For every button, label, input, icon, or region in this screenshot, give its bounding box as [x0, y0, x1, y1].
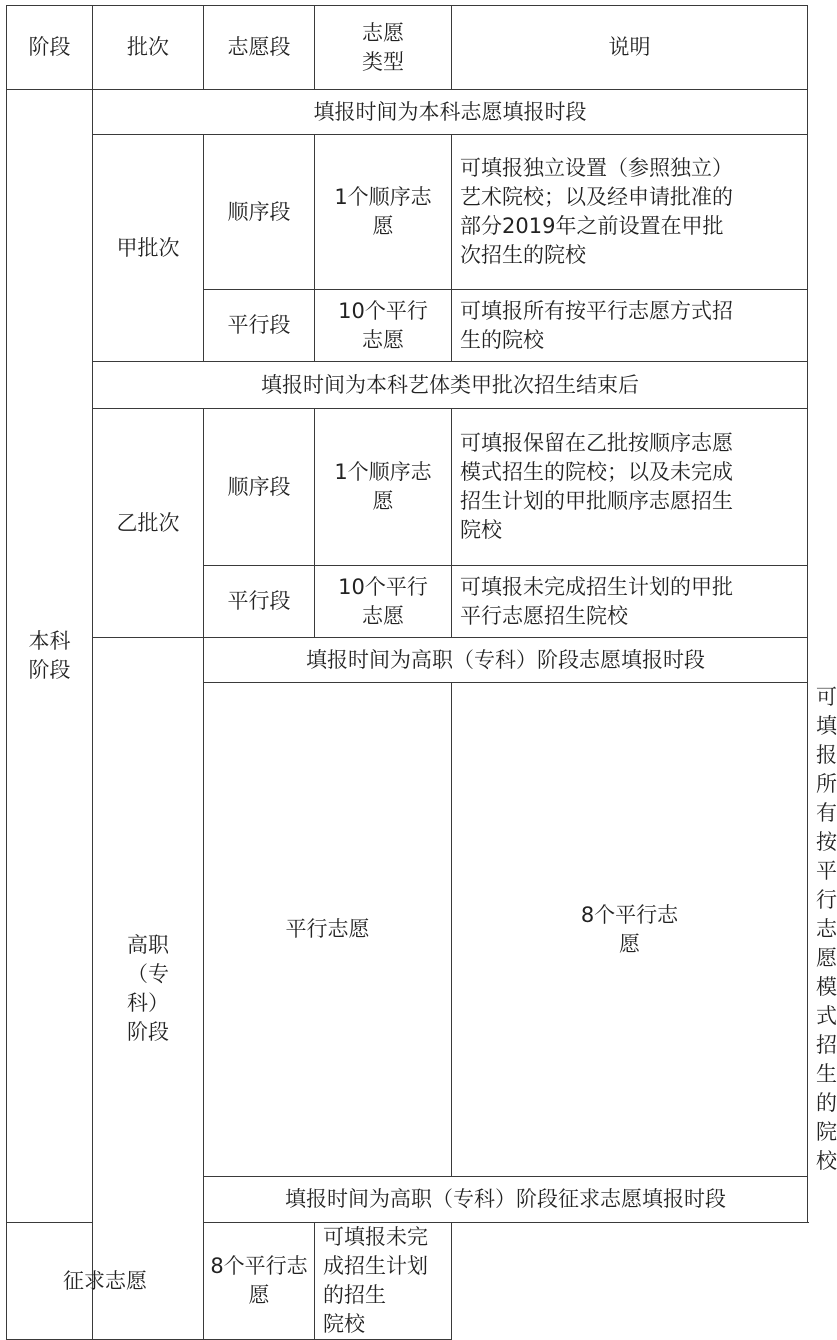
desc-gaozhi-zq: 可填报未完成招生计划的招生 院校 [315, 1223, 452, 1340]
table-row: 平行志愿 8个平行志 愿 可填报所有按平行志愿模式招 生的院校 [7, 683, 808, 1177]
type-jia-par: 10个平行 志愿 [315, 290, 452, 362]
header-segment: 志愿段 [204, 6, 315, 90]
header-description: 说明 [452, 6, 808, 90]
time-note-yi: 填报时间为本科艺体类甲批次招生结束后 [93, 362, 808, 409]
header-stage: 阶段 [7, 6, 93, 90]
time-note-jia: 填报时间为本科志愿填报时段 [93, 90, 808, 135]
table-row [7, 90, 808, 135]
header-type: 志愿 类型 [315, 6, 452, 90]
type-yi-par: 10个平行 志愿 [315, 566, 452, 638]
header-batch: 批次 [93, 6, 204, 90]
table-row [7, 135, 808, 290]
segment-yi-par: 平行段 [204, 566, 315, 638]
type-gaozhi-par: 8个平行志 愿 [452, 683, 808, 1177]
type-jia-seq: 1个顺序志 愿 [315, 135, 452, 290]
header-row [7, 6, 808, 90]
segment-jia-seq: 顺序段 [204, 135, 315, 290]
volunteer-table [6, 5, 837, 1340]
table-row [7, 409, 808, 566]
label-zhengqiu: 征求志愿 [7, 1223, 204, 1340]
desc-jia-seq: 可填报独立设置（参照独立） 艺术院校；以及经申请批准的 部分2019年之前设置在甲批 次招生的院校 [452, 135, 808, 290]
type-yi-seq: 1个顺序志 愿 [315, 409, 452, 566]
time-note-zhengqiu: 填报时间为高职（专科）阶段征求志愿填报时段 [204, 1177, 808, 1223]
batch-yi: 乙批次 [93, 409, 204, 638]
stage-benke: 本科 阶段 [7, 90, 93, 1223]
type-gaozhi-zq: 8个平行志 愿 [204, 1223, 315, 1340]
time-note-gaozhi: 填报时间为高职（专科）阶段志愿填报时段 [204, 638, 808, 683]
label-parallel: 平行志愿 [204, 683, 452, 1177]
desc-yi-par: 可填报未完成招生计划的甲批 平行志愿招生院校 [452, 566, 808, 638]
table-row [7, 362, 808, 409]
table-row [7, 638, 808, 683]
stage-gaozhi: 高职 （专 科） 阶段 [93, 638, 204, 1340]
segment-yi-seq: 顺序段 [204, 409, 315, 566]
desc-jia-par: 可填报所有按平行志愿方式招 生的院校 [452, 290, 808, 362]
batch-jia: 甲批次 [93, 135, 204, 362]
segment-jia-par: 平行段 [204, 290, 315, 362]
table-row [7, 1223, 808, 1340]
desc-yi-seq: 可填报保留在乙批按顺序志愿 模式招生的院校；以及未完成 招生计划的甲批顺序志愿招生 院校 [452, 409, 808, 566]
